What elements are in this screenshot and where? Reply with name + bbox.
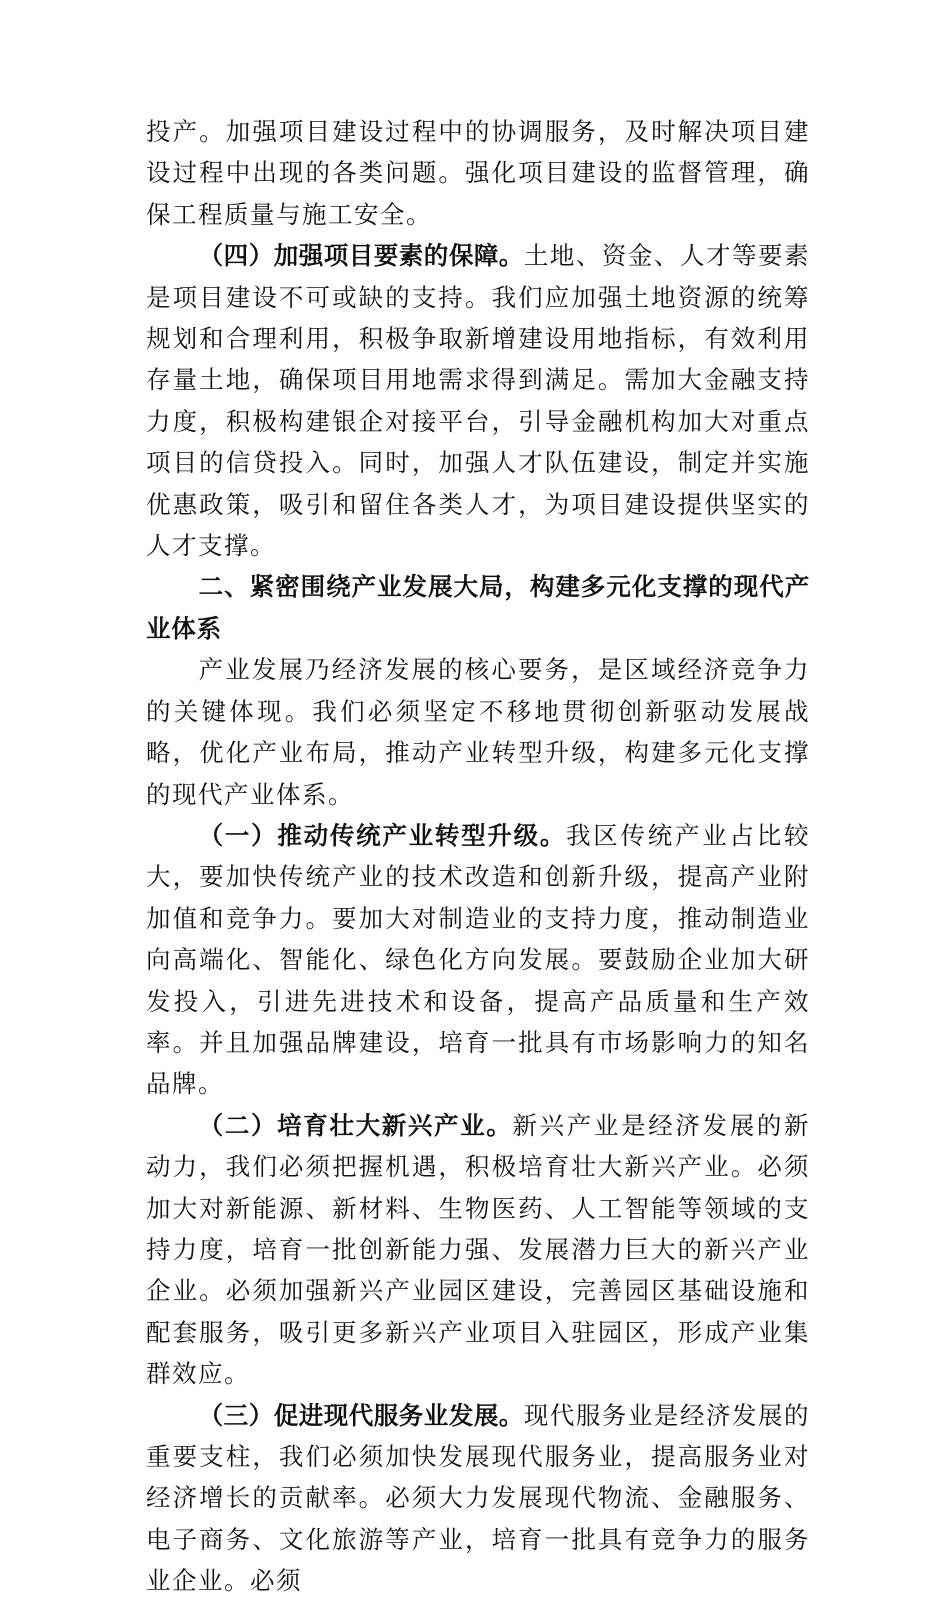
document-page xyxy=(146,111,810,1602)
paragraph-text: 新兴产业是经济发展的新动力，我们必须把握机遇，积极培育壮大新兴产业。必须加大对新能源、新材料、生物医药、人工智能等领域的支持力度，培育一批创新能力强、发展潜力巨大的新兴产业企业。必须加强新兴产业园区建设，完善园区基础设施和配套服务，吸引更多新兴产业项目入驻园区，形成产业集群效应。 xyxy=(146,1110,811,1389)
paragraph-text: 产业发展乃经济发展的核心要务，是区域经济竞争力的关键体现。我们必须坚定不移地贯彻创新驱动发展战略，优化产业布局，推动产业转型升级，构建多元化支撑的现代产业体系。 xyxy=(146,655,810,809)
paragraph-text: 投产。加强项目建设过程中的协调服务，及时解决项目建设过程中出现的各类问题。强化项目建设的监督管理，确保工程质量与施工安全。 xyxy=(146,117,810,229)
paragraph-lead: （二）培育壮大新兴产业。 xyxy=(198,1110,513,1140)
body-paragraph xyxy=(146,815,810,1105)
body-paragraph xyxy=(146,1105,810,1395)
body-paragraph xyxy=(146,111,810,235)
body-paragraph xyxy=(146,649,810,815)
paragraph-text: 我区传统产业占比较大，要加快传统产业的技术改造和创新升级，提高产业附加值和竞争力。要加大对制造业的支持力度，推动制造业向高端化、智能化、绿色化方向发展。要鼓励企业加大研发投入，引进先进技术和设备，提高产品质量和生产效率。并且加强品牌建设，培育一批具有市场影响力的知名品牌。 xyxy=(146,820,810,1099)
body-paragraph xyxy=(146,235,810,566)
paragraph-lead: （四）加强项目要素的保障。 xyxy=(198,241,524,271)
section-heading: 二、紧密围绕产业发展大局，构建多元化支撑的现代产业体系 xyxy=(146,572,810,643)
paragraph-text: 土地、资金、人才等要素是项目建设不可或缺的支持。我们应加强土地资源的统筹规划和合理利用，积极争取新增建设用地指标，有效利用存量土地，确保项目用地需求得到满足。需加大金融支持力度，积极构建银企对接平台，引导金融机构加大对重点项目的信贷投入。同时，加强人才队伍建设，制定并实施优惠政策，吸引和留住各类人才，为项目建设提供坚实的人才支撑。 xyxy=(146,241,811,561)
paragraph-lead: （一）推动传统产业转型升级。 xyxy=(198,820,567,850)
paragraph-text: 现代服务业是经济发展的重要支柱，我们必须加快发展现代服务业，提高服务业对经济增长的贡献率。必须大力发展现代物流、金融服务、电子商务、文化旅游等产业，培育一批具有竞争力的服务业企业。必须 xyxy=(146,1400,811,1596)
paragraph-lead: （三）促进现代服务业发展。 xyxy=(198,1400,524,1430)
body-paragraph xyxy=(146,1395,810,1602)
